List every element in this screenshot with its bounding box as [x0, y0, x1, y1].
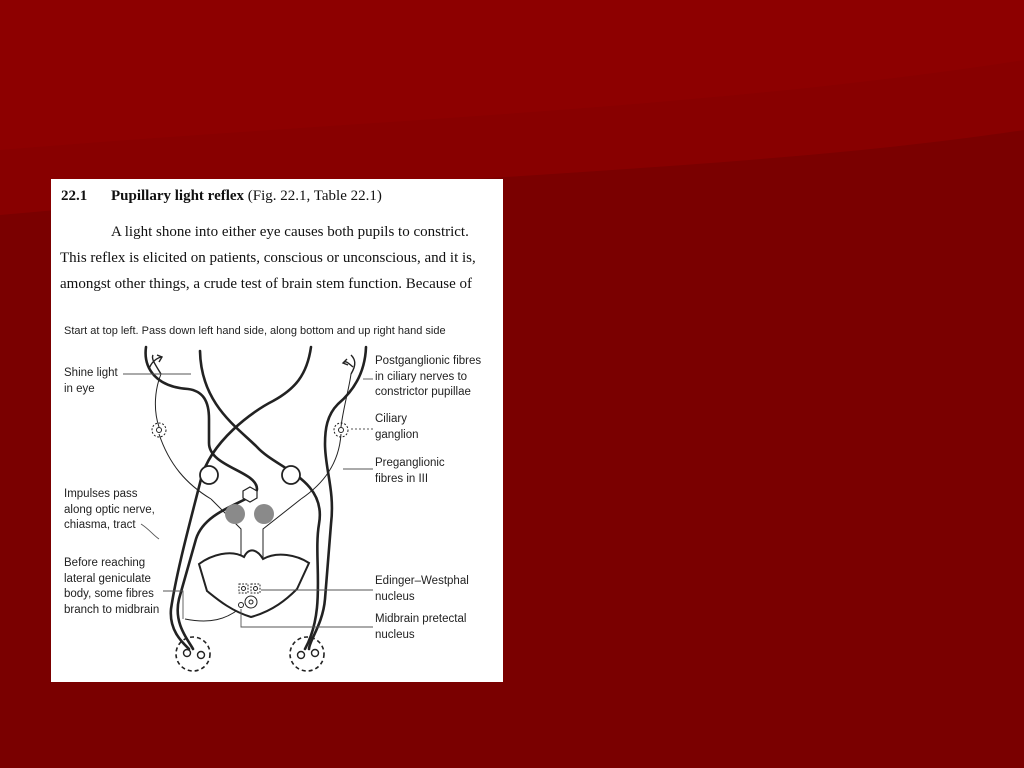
- section-title-text: Pupillary light reflex: [111, 188, 245, 204]
- label-ciliary-ganglion: Ciliary ganglion: [375, 413, 419, 441]
- section-number: 22.1: [61, 188, 88, 204]
- label-pretectal: Midbrain pretectal nucleus: [375, 613, 467, 641]
- right-ciliary-nerve: [351, 355, 355, 374]
- paragraph-line: amongst other things, a crude test of brain stem function. Because of: [60, 276, 472, 292]
- label-preganglionic: Preganglionic fibres in III: [375, 457, 445, 485]
- section-reference: (Fig. 22.1, Table 22.1): [247, 188, 382, 204]
- hexagon-icon: [243, 487, 257, 502]
- label-before-reaching: Before reaching lateral geniculate body, some fibres branch to midbrain: [64, 557, 160, 616]
- left-retina-icon: [176, 637, 210, 671]
- right-arrow: [343, 359, 353, 367]
- branch-to-midbrain: [185, 609, 239, 621]
- right-geniculate-circle: [282, 466, 300, 484]
- label-postganglionic: Postganglionic fibres in ciliary nerves to constrictor pupillae: [375, 355, 482, 398]
- left-gray-nucleus: [225, 504, 245, 524]
- textbook-figure-panel: [51, 179, 503, 682]
- figure-instruction: Start at top left. Pass down left hand side, along bottom and up right hand side: [64, 325, 446, 337]
- label-shine-light: Shine light in eye: [64, 367, 118, 395]
- label-edinger-westphal: Edinger–Westphal nucleus: [375, 575, 469, 603]
- paragraph-line: This reflex is elicited on patients, conscious or unconscious, and it is,: [60, 250, 476, 266]
- label-impulses: Impulses pass along optic nerve, chiasma, tract: [64, 488, 155, 531]
- paragraph-line: A light shone into either eye causes both pupils to constrict.: [111, 224, 469, 240]
- right-preganglionic-fibre: [301, 434, 341, 499]
- right-gray-nucleus: [254, 504, 274, 524]
- left-arrow: [149, 355, 162, 369]
- left-preganglionic-fibre: [159, 434, 211, 499]
- left-geniculate-circle: [200, 466, 218, 484]
